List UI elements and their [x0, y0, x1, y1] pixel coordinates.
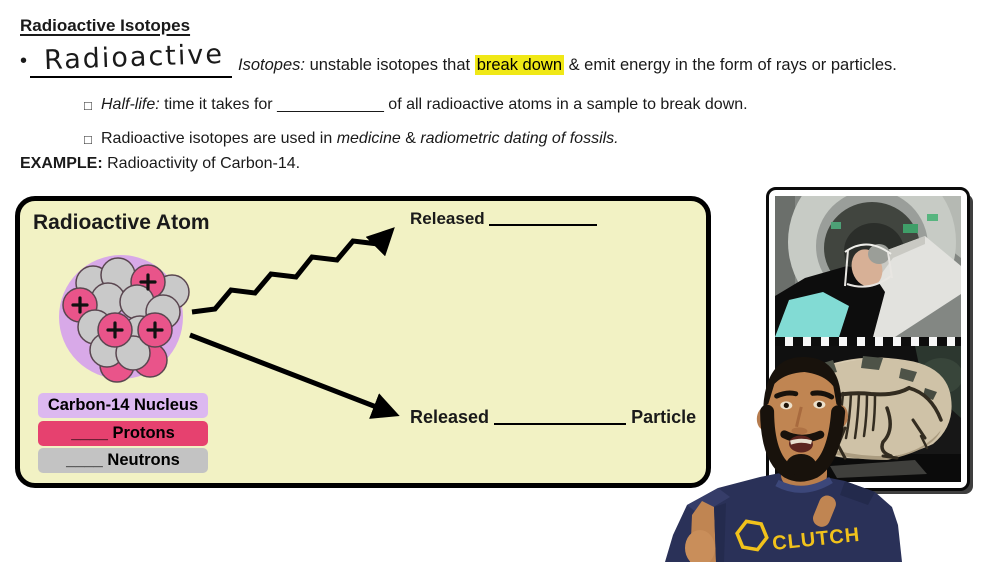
handwritten-answer: Radioactive — [43, 38, 225, 77]
term-half-life: Half-life: — [101, 96, 160, 113]
instructor-head — [755, 355, 850, 477]
legend-carbon14-nucleus: Carbon-14 Nucleus — [38, 393, 208, 418]
legend-protons: ____ Protons — [38, 421, 208, 446]
use-radiometric-dating: radiometric dating of fossils. — [420, 130, 619, 147]
uses-line — [101, 130, 619, 148]
radioactive-atom-diagram — [15, 196, 711, 488]
released-bottom-text: Released — [410, 407, 490, 427]
definition-part-1: unstable isotopes that — [309, 56, 471, 74]
sub-bullet-marker: □ — [84, 98, 92, 113]
uses-text: Radioactive isotopes are used in — [101, 130, 333, 147]
term-isotopes: Isotopes: — [238, 56, 305, 74]
ct-scan-photo — [775, 196, 961, 337]
half-life-text: time it takes for ____________ of all radioactive atoms in a sample to break down. — [164, 96, 748, 113]
half-life-line — [101, 96, 748, 114]
shirt-text: CLUTCH — [771, 523, 862, 555]
particle-text: Particle — [631, 407, 697, 427]
instructor-person — [640, 345, 970, 562]
definition-part-2: & emit energy in the form of rays or particles. — [568, 56, 897, 74]
bullet-marker: • — [20, 50, 28, 72]
sub-bullet-marker: □ — [84, 132, 92, 147]
page-title: Radioactive Isotopes — [20, 16, 191, 35]
released-top-text: Released — [410, 209, 485, 228]
example-label: EXAMPLE: — [20, 155, 103, 172]
released-bottom-blank — [494, 410, 626, 425]
energy-ray-zigzag-arrow — [192, 233, 389, 312]
example-line — [20, 155, 300, 173]
use-medicine: medicine — [336, 130, 401, 147]
handwritten-underline — [30, 76, 232, 78]
bullet-definition — [238, 56, 897, 75]
legend-neutrons: ____ Neutrons — [38, 448, 208, 473]
released-top-blank — [489, 211, 597, 226]
particle-arrow — [190, 335, 392, 413]
example-text: Radioactivity of Carbon-14. — [107, 155, 301, 172]
highlighted-phrase: break down — [476, 56, 562, 74]
carbon-14-nucleus-graphic — [59, 255, 189, 382]
ampersand: & — [405, 130, 416, 147]
diagram-title: Radioactive Atom — [33, 211, 210, 234]
released-energy-label — [410, 209, 597, 229]
